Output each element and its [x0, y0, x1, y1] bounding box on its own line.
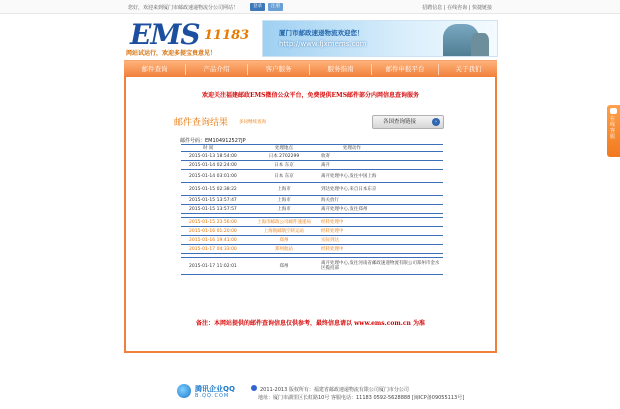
- qq-name[interactable]: 腾讯企业QQ: [195, 385, 235, 393]
- nav-mail-query[interactable]: 邮件查询: [141, 65, 168, 73]
- row-place: 日本 2702299: [268, 154, 300, 159]
- banner-url: http://www.fjxmems.com: [279, 40, 367, 48]
- login-button[interactable]: 登录: [250, 3, 265, 11]
- welcome-text: 您好，欢迎来到厦门市邮政速递物流分公司网站！: [128, 5, 239, 11]
- row-time: 2015-01-17 04:33:00: [189, 246, 237, 252]
- row-action: 离开: [321, 162, 330, 168]
- table-row: [181, 218, 443, 227]
- row-time: 2015-01-14 02:24:00: [189, 162, 237, 168]
- row-time: 2015-01-15 13:57:47: [189, 197, 237, 203]
- header-banner: [262, 20, 498, 57]
- row-time: 2015-01-15 13:57:57: [189, 206, 237, 212]
- row-time: 2015-01-15 23:56:00: [189, 219, 237, 225]
- row-place: 郑州: [279, 238, 289, 243]
- table-row: [181, 245, 443, 254]
- nav-separator: [247, 64, 248, 75]
- nav-separator: [309, 64, 310, 75]
- nav-separator: [371, 64, 372, 75]
- top-bar: [0, 0, 620, 14]
- row-action: 离开处理中心,发往中国上海: [321, 173, 377, 179]
- logo-slogan: 网站试运行，欢迎多提宝贵意见！: [126, 50, 217, 57]
- row-place: 郑州: [279, 264, 289, 269]
- row-place: 上海航邮航空转运站: [263, 229, 305, 234]
- disclaimer-notice: 备注：本网站提供的邮件查询信息仅供参考，最终信息请以 www.ems.com.cn 为准: [196, 320, 425, 327]
- address-text: 地址：厦门市湖里区长虹路10号 客服电话：11183 0592-5628888 [闽ICP备09055113号]: [258, 395, 465, 401]
- row-action: 离开处理中心,发往河南省邮政速递物流有限公司郑州市金水区揽投部: [321, 261, 440, 271]
- row-place: 上海市: [277, 187, 291, 192]
- intl-query-label: 各国查询链接: [383, 119, 417, 125]
- table-row: [181, 152, 443, 161]
- row-time: 2015-01-16 19:41:00: [189, 237, 237, 243]
- row-action: 海关放行: [321, 197, 339, 203]
- table-row: [181, 183, 443, 196]
- row-time: 2015-01-14 03:01:00: [189, 173, 237, 179]
- arrow-right-icon: ›: [432, 118, 440, 126]
- top-links[interactable]: 招聘信息 | 在线咨询 | 快捷链接: [422, 5, 492, 11]
- continue-query-link[interactable]: 多问继续查询: [239, 120, 266, 125]
- chat-icon: [610, 108, 617, 114]
- nav-customer-service[interactable]: 客户服务: [265, 65, 292, 73]
- mail-number: 邮件号码：EM104912527JP: [180, 138, 246, 144]
- nav-products[interactable]: 产品介绍: [203, 65, 230, 73]
- row-place: 郑州航站: [275, 247, 293, 252]
- row-action: 经转处理中: [321, 246, 344, 252]
- row-action: 收寄: [321, 153, 330, 159]
- row-action: 到达处理中心,来自日本东京: [321, 186, 377, 192]
- row-action: 实际到达: [321, 237, 339, 243]
- table-row: [181, 236, 443, 245]
- qq-url[interactable]: B.QQ.COM: [195, 393, 230, 399]
- nav-separator: [185, 64, 186, 75]
- nav-separator: [438, 64, 439, 75]
- table-row: [181, 161, 443, 170]
- row-time: 2015-01-16 01:20:00: [189, 228, 237, 234]
- nav-declaration-platform[interactable]: 邮件申报平台: [385, 65, 425, 73]
- row-time: 2015-01-17 11:02:01: [189, 263, 237, 269]
- nav-service-guide[interactable]: 服务指南: [327, 65, 354, 73]
- content-panel: [124, 77, 497, 353]
- table-row: [181, 196, 443, 205]
- row-action: 经转处理中: [321, 228, 344, 234]
- nav-about-us[interactable]: 关于我们: [455, 65, 482, 73]
- copyright-text: 2011-2013 版权所有：福建省邮政速递物流有限公司厦门市分公司: [260, 387, 409, 393]
- row-action: 离开处理中心,发往郑州: [321, 206, 368, 212]
- online-service-tab[interactable]: [607, 105, 620, 157]
- row-place: 上海市: [277, 198, 291, 203]
- row-time: 2015-01-15 02:38:22: [189, 186, 237, 192]
- online-service-label: 在线客服: [610, 116, 616, 140]
- row-place: 上海市邮政公司邮件速递局: [257, 220, 311, 225]
- row-place: 日本 东京: [274, 163, 294, 168]
- row-place: 上海市: [277, 207, 291, 212]
- header-place: 处理地点: [275, 146, 293, 151]
- landmark-image-2: [471, 33, 489, 57]
- table-row: [181, 227, 443, 236]
- row-place: 日本 东京: [274, 174, 294, 179]
- main-nav: [124, 60, 497, 77]
- qq-logo-icon[interactable]: [177, 384, 191, 398]
- banner-welcome: 厦门市邮政速递物流欢迎您！: [279, 29, 364, 37]
- row-action: 经转处理中: [321, 219, 344, 225]
- header-action: 处理动作: [343, 145, 361, 151]
- copyright-icon: [251, 385, 257, 391]
- ems-logo[interactable]: [126, 18, 260, 58]
- register-button[interactable]: 注册: [268, 3, 283, 11]
- intl-query-button[interactable]: [372, 115, 444, 129]
- table-row: [181, 170, 443, 183]
- tracking-table: [181, 144, 443, 275]
- logo-brand: EMS: [130, 18, 200, 51]
- wechat-notice: 欢迎关注福建邮政EMS微信公众平台，免费提供EMS邮件部分内网信息查询服务: [201, 92, 420, 99]
- table-row: [181, 258, 443, 275]
- row-time: 2015-01-13 18:54:00: [189, 153, 237, 159]
- logo-number: 11183: [204, 28, 250, 43]
- table-row: [181, 205, 443, 214]
- table-header: [181, 145, 443, 152]
- header-time: 时 间: [203, 146, 214, 151]
- query-result-title: 邮件查询结果: [174, 118, 229, 128]
- footer: [0, 378, 620, 409]
